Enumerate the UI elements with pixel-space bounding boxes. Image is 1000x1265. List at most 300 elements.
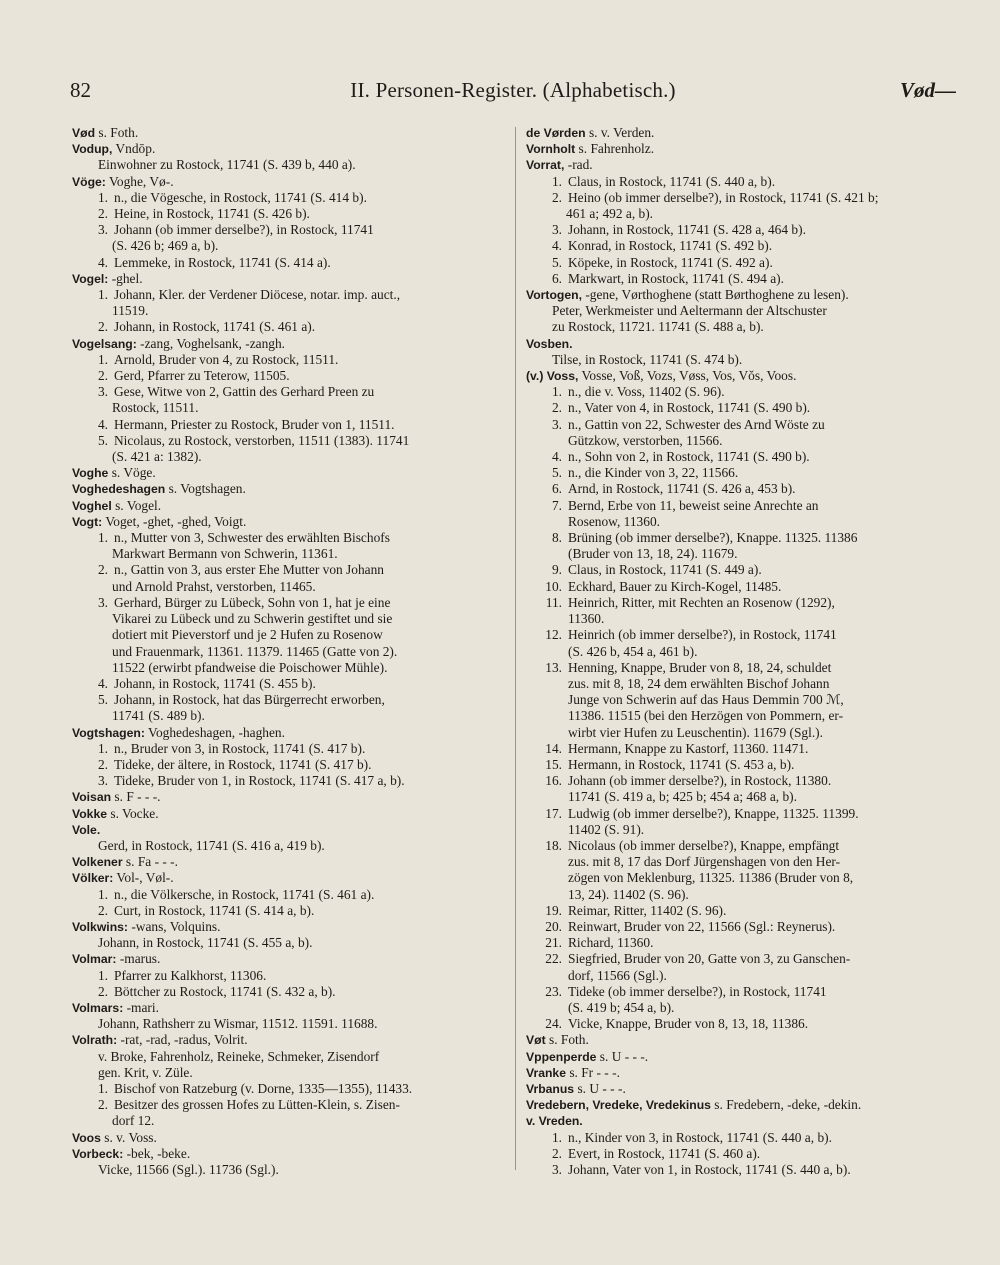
numbered-subentry [526, 579, 958, 595]
numbered-subentry [526, 498, 958, 514]
numbered-subentry [526, 919, 958, 935]
subentry-text: Heine, in Rostock, 11741 (S. 426 b). [114, 206, 310, 222]
subentry-number: 3. [97, 384, 108, 400]
entry-text: -gene, Vørthoghene (statt Børthoghene zu lesen). [581, 287, 849, 303]
entry-headword: Vøt [526, 1033, 546, 1048]
entry-detail-line: Gerd, in Rostock, 11741 (S. 416 a, 419 b). [98, 837, 325, 853]
subentry-number: 4. [551, 449, 562, 465]
entry-headword: Voisan [72, 790, 112, 805]
numbered-subentry [72, 984, 504, 1000]
entry-text: s. Fahrenholz. [575, 141, 655, 157]
subentry-number: 22. [545, 951, 562, 967]
entry-text: s. Vogtshagen. [165, 481, 246, 497]
numbered-subentry [72, 190, 504, 206]
numbered-subentry [526, 838, 958, 854]
subentry-text: Vicke, Knappe, Bruder von 8, 13, 18, 11386. [568, 1016, 809, 1032]
subentry-number: 13. [545, 659, 562, 675]
entry-text: Voget, -ghet, -ghed, Voigt. [102, 513, 247, 529]
numbered-subentry [72, 352, 504, 368]
numbered-subentry [72, 562, 504, 578]
entry-headword: Vosben. [526, 336, 573, 351]
index-entry [72, 481, 504, 497]
subentry-number: 1. [551, 1129, 562, 1145]
entry-headword: Volmars: [72, 1000, 124, 1015]
numbered-subentry [526, 595, 958, 611]
index-entry [526, 1032, 958, 1048]
continuation-line: 11522 (erwirbt pfandweise die Poischower Mühle). [112, 659, 388, 675]
subentry-text: n., die v. Voss, 11402 (S. 96). [568, 384, 725, 400]
continuation-line: 11360. [568, 611, 605, 627]
entry-text: s. Vöge. [108, 465, 156, 481]
subentry-text: Konrad, in Rostock, 11741 (S. 492 b). [568, 238, 773, 254]
index-entry [72, 725, 504, 741]
continuation-line: Junge von Schwerin auf das Haus Demmin 700 ℳ, [568, 692, 844, 708]
numbered-subentry [526, 903, 958, 919]
subentry-text: Henning, Knappe, Bruder von 8, 18, 24, schuldet [568, 659, 832, 675]
index-entry [72, 854, 504, 870]
subentry-number: 3. [97, 594, 108, 610]
numbered-subentry [526, 384, 958, 400]
numbered-subentry [72, 1081, 504, 1097]
index-entry [526, 368, 958, 384]
numbered-subentry [526, 951, 958, 967]
numbered-subentry [72, 530, 504, 546]
entry-headword: Voos [72, 1130, 101, 1145]
index-entry [72, 465, 504, 481]
index-entry [72, 1000, 504, 1016]
index-entry [72, 271, 504, 287]
subentry-number: 12. [545, 627, 562, 643]
continuation-line: zögen von Meklenburg, 11325. 11386 (Bruder von 8, [568, 870, 854, 886]
subentry-number: 3. [551, 222, 562, 238]
entry-headword: Volmar: [72, 952, 117, 967]
entry-headword: Volrath: [72, 1033, 118, 1048]
subentry-number: 2. [97, 902, 108, 918]
numbered-subentry [526, 271, 958, 287]
subentry-text: n., die Völkersche, in Rostock, 11741 (S. 461 a). [114, 886, 375, 902]
right-column [526, 125, 958, 1178]
entry-headword: Vogtshagen: [72, 725, 145, 740]
subentry-text: Brüning (ob immer derselbe?), Knappe. 11325. 11386 [568, 530, 858, 546]
subentry-text: n., Mutter von 3, Schwester des erwählten Bischofs [114, 530, 390, 546]
continuation-line: wirbt vier Hufen zu Leuschentin). 11679 (Sgl.). [568, 724, 823, 740]
continuation-line: zus. mit 8, 18, 24 dem erwählten Bischof Johann [568, 675, 830, 691]
subentry-number: 16. [545, 773, 562, 789]
subentry-number: 1. [97, 740, 108, 756]
entry-headword: Voghedeshagen [72, 482, 166, 497]
subentry-text: Gerhard, Bürger zu Lübeck, Sohn von 1, hat je eine [114, 594, 391, 610]
index-entry [526, 1065, 958, 1081]
index-entry [526, 1081, 958, 1097]
continuation-line: und Frauenmark, 11361. 11379. 11465 (Gatte von 2). [112, 643, 398, 659]
entry-text: s. Foth. [95, 125, 139, 140]
numbered-subentry [526, 255, 958, 271]
subentry-number: 10. [545, 578, 562, 594]
subentry-number: 3. [551, 1162, 562, 1177]
subentry-text: Lemmeke, in Rostock, 11741 (S. 414 a). [114, 254, 331, 270]
entry-headword: Vredebern, Vredeke, Vredekinus [526, 1098, 711, 1113]
subentry-number: 2. [97, 983, 108, 999]
subentry-text: Richard, 11360. [568, 935, 654, 951]
entry-text: -marus. [116, 951, 161, 967]
numbered-subentry [526, 238, 958, 254]
entry-headword: Vokke [72, 806, 108, 821]
numbered-subentry [72, 222, 504, 238]
subentry-number: 1. [551, 384, 562, 400]
subentry-text: n., Gattin von 22, Schwester des Arnd Wöste zu [568, 416, 825, 432]
numbered-subentry [72, 903, 504, 919]
numbered-subentry [72, 368, 504, 384]
entry-text: s. Vogel. [111, 497, 162, 513]
continuation-line: dorf, 11566 (Sgl.). [568, 967, 667, 983]
subentry-number: 1. [551, 173, 562, 189]
subentry-text: Bernd, Erbe von 11, beweist seine Anrechte an [568, 497, 819, 513]
page-title: II. Personen-Register. (Alphabetisch.) [350, 78, 676, 102]
continuation-line: 11386. 11515 (bei den Herzögen von Pommern, er- [568, 708, 844, 724]
subentry-text: Besitzer des grossen Hofes zu Lütten-Klein, s. Zisen- [114, 1097, 400, 1113]
subentry-number: 24. [545, 1016, 562, 1032]
continuation-line: (S. 419 b; 454 a, b). [568, 999, 675, 1015]
index-entry [526, 1097, 958, 1113]
subentry-number: 19. [545, 902, 562, 918]
numbered-subentry [72, 676, 504, 692]
subentry-number: 3. [97, 773, 108, 789]
numbered-subentry [72, 741, 504, 757]
subentry-text: Heino (ob immer derselbe?), in Rostock, 11741 (S. 421 b; [568, 189, 879, 205]
subentry-number: 1. [97, 351, 108, 367]
subentry-number: 3. [551, 416, 562, 432]
subentry-number: 18. [545, 837, 562, 853]
subentry-number: 3. [97, 222, 108, 238]
subentry-number: 5. [551, 254, 562, 270]
subentry-text: Gese, Witwe von 2, Gattin des Gerhard Preen zu [114, 384, 375, 400]
subentry-text: n., die Kinder von 3, 22, 11566. [568, 465, 739, 481]
subentry-text: Claus, in Rostock, 11741 (S. 449 a). [568, 562, 762, 578]
entry-text: Voghe, Vø-. [105, 173, 174, 189]
numbered-subentry [526, 806, 958, 822]
entry-text: s. v. Verden. [585, 125, 655, 140]
continuation-line: Vikarei zu Lübeck und zu Schwerin gestiftet und sie [112, 611, 393, 627]
entry-text: s. U - - -. [574, 1080, 626, 1096]
subentry-text: Heinrich, Ritter, mit Rechten an Rosenow (1292), [568, 594, 835, 610]
continuation-line: Rostock, 11511. [112, 400, 199, 416]
subentry-text: Tideke (ob immer derselbe?), in Rostock, 11741 [568, 983, 827, 999]
subentry-text: Markwart, in Rostock, 11741 (S. 494 a). [568, 270, 784, 286]
subentry-text: Nicolaus, zu Rostock, verstorben, 11511 (1383). 11741 [114, 432, 410, 448]
entry-headword: Volkener [72, 855, 123, 870]
subentry-number: 21. [545, 935, 562, 951]
subentry-text: Heinrich (ob immer derselbe?), in Rostock, 11741 [568, 627, 837, 643]
numbered-subentry [526, 1146, 958, 1162]
subentry-text: Bischof von Ratzeburg (v. Dorne, 1335—1355), 11433. [114, 1080, 413, 1096]
subentry-number: 17. [545, 805, 562, 821]
entry-text: s. v. Voss. [100, 1129, 157, 1145]
entry-text: -rat, -rad, -radus, Volrit. [117, 1032, 248, 1048]
numbered-subentry [526, 984, 958, 1000]
numbered-subentry [526, 400, 958, 416]
subentry-text: Reimar, Ritter, 11402 (S. 96). [568, 902, 727, 918]
subentry-text: Johann, in Rostock, 11741 (S. 428 a, 464 b). [568, 222, 806, 238]
continuation-line: Gützkow, verstorben, 11566. [568, 432, 723, 448]
page-number: 82 [70, 78, 91, 102]
numbered-subentry [72, 287, 504, 303]
entry-headword: Völker: [72, 871, 114, 886]
index-entry [72, 789, 504, 805]
numbered-subentry [526, 562, 958, 578]
index-entry [72, 1146, 504, 1162]
entry-text: s. Fa - - -. [122, 854, 178, 870]
subentry-text: n., Vater von 4, in Rostock, 11741 (S. 490 b). [568, 400, 811, 416]
index-entry [526, 336, 958, 352]
subentry-text: Tideke, der ältere, in Rostock, 11741 (S. 417 b). [114, 756, 372, 772]
index-entry [72, 125, 504, 141]
subentry-text: Johann (ob immer derselbe?), in Rostock, 11380. [568, 773, 832, 789]
numbered-subentry [526, 935, 958, 951]
index-entry [72, 498, 504, 514]
numbered-subentry [526, 773, 958, 789]
subentry-number: 2. [551, 400, 562, 416]
subentry-number: 7. [551, 497, 562, 513]
subentry-number: 11. [545, 594, 562, 610]
entry-detail-line: Johann, in Rostock, 11741 (S. 455 a, b). [98, 935, 313, 951]
subentry-text: Arnold, Bruder von 4, zu Rostock, 11511. [114, 351, 339, 367]
subentry-text: Evert, in Rostock, 11741 (S. 460 a). [568, 1145, 761, 1161]
index-entry [72, 1130, 504, 1146]
page-header [70, 78, 956, 112]
subentry-text: Tideke, Bruder von 1, in Rostock, 11741 (S. 417 a, b). [114, 773, 405, 789]
entry-text: s. U - - -. [596, 1048, 649, 1064]
subentry-text: n., Sohn von 2, in Rostock, 11741 (S. 490 b). [568, 449, 810, 465]
entry-text: -zang, Voghelsank, -zangh. [136, 335, 286, 351]
numbered-subentry [72, 773, 504, 789]
entry-text: s. F - - -. [111, 789, 161, 805]
continuation-line: 13, 24). 11402 (S. 96). [568, 886, 689, 902]
subentry-number: 2. [97, 206, 108, 222]
numbered-subentry [72, 319, 504, 335]
subentry-number: 4. [97, 254, 108, 270]
entry-text: -wans, Volquins. [127, 918, 221, 934]
entry-detail-line: v. Broke, Fahrenholz, Reineke, Schmeker, Zisendorf [98, 1048, 380, 1064]
subentry-text: Reinwart, Bruder von 22, 11566 (Sgl.: Reynerus). [568, 918, 836, 934]
index-entry [526, 287, 958, 303]
numbered-subentry [526, 465, 958, 481]
column-divider [515, 127, 516, 1170]
entry-headword: Voghel [72, 498, 112, 513]
numbered-subentry [72, 1097, 504, 1113]
numbered-subentry [72, 887, 504, 903]
numbered-subentry [72, 757, 504, 773]
subentry-number: 2. [551, 189, 562, 205]
subentry-text: Eckhard, Bauer zu Kirch-Kogel, 11485. [568, 578, 782, 594]
subentry-number: 2. [97, 319, 108, 335]
subentry-number: 20. [545, 918, 562, 934]
numbered-subentry [526, 741, 958, 757]
entry-detail-line: Tilse, in Rostock, 11741 (S. 474 b). [552, 351, 743, 367]
subentry-number: 5. [97, 432, 108, 448]
subentry-number: 15. [545, 756, 562, 772]
subentry-number: 23. [545, 983, 562, 999]
entry-detail-line: Peter, Werkmeister und Aeltermann der Altschuster [552, 303, 827, 319]
index-entry [526, 1113, 958, 1129]
numbered-subentry [526, 1162, 958, 1178]
subentry-text: Nicolaus (ob immer derselbe?), Knappe, empfängt [568, 837, 840, 853]
index-entry [526, 1049, 958, 1065]
index-entry [72, 336, 504, 352]
numbered-subentry [526, 1130, 958, 1146]
continuation-line: dotiert mit Pieverstorf und je 2 Hufen zu Rosenow [112, 627, 383, 643]
entry-detail-line: Johann, Rathsherr zu Wismar, 11512. 11591. 11688. [98, 1016, 378, 1032]
index-entry [72, 951, 504, 967]
index-entry [72, 870, 504, 886]
entry-text: Vndōp. [112, 141, 156, 157]
continuation-line: 11741 (S. 489 b). [112, 708, 205, 724]
continuation-line: Markwart Bermann von Schwerin, 11361. [112, 546, 338, 562]
entry-headword: Vodup, [72, 142, 113, 157]
entry-text: s. Fredebern, -deke, -dekin. [710, 1097, 862, 1113]
continuation-line: Rosenow, 11360. [568, 513, 660, 529]
entry-detail-line: Einwohner zu Rostock, 11741 (S. 439 b, 440 a). [98, 157, 356, 173]
numbered-subentry [526, 660, 958, 676]
entry-text: -rad. [564, 157, 593, 173]
continuation-line: 11402 (S. 91). [568, 821, 645, 837]
subentry-text: Johann, Vater von 1, in Rostock, 11741 (S. 440 a, b). [568, 1162, 851, 1177]
subentry-number: 1. [97, 886, 108, 902]
continuation-line: (S. 426 b, 454 a, 461 b). [568, 643, 698, 659]
entry-headword: Vogt: [72, 514, 103, 529]
numbered-subentry [72, 384, 504, 400]
entry-text: s. Fr - - -. [565, 1064, 620, 1080]
entry-headword: (v.) Voss, [526, 369, 579, 384]
entry-headword: Vorbeck: [72, 1146, 124, 1161]
catchword: Vød— [899, 78, 956, 102]
continuation-line: zus. mit 8, 17 das Dorf Jürgenshagen von den Her- [568, 854, 841, 870]
subentry-text: Johann, Kler. der Verdener Diöcese, notar. imp. auct., [114, 287, 401, 303]
entry-headword: Vogel: [72, 271, 109, 286]
subentry-number: 1. [97, 287, 108, 303]
index-entry [72, 806, 504, 822]
subentry-text: Johann, in Rostock, 11741 (S. 455 b). [114, 675, 316, 691]
subentry-number: 4. [551, 238, 562, 254]
continuation-line: 11741 (S. 419 a, b; 425 b; 454 a; 468 a, b). [568, 789, 797, 805]
numbered-subentry [526, 481, 958, 497]
entry-headword: Vöge: [72, 174, 106, 189]
subentry-number: 14. [545, 740, 562, 756]
numbered-subentry [526, 190, 958, 206]
subentry-number: 1. [97, 1080, 108, 1096]
numbered-subentry [526, 449, 958, 465]
subentry-number: 2. [97, 562, 108, 578]
entry-headword: Vranke [526, 1065, 566, 1080]
subentry-number: 6. [551, 481, 562, 497]
index-entry [72, 919, 504, 935]
entry-headword: Vornholt [526, 142, 576, 157]
index-entry [526, 157, 958, 173]
entry-headword: Vød [72, 126, 96, 140]
index-entry [72, 822, 504, 838]
index-entry [72, 174, 504, 190]
entry-headword: Volkwins: [72, 919, 128, 934]
entry-headword: Voghe [72, 466, 109, 481]
numbered-subentry [72, 595, 504, 611]
numbered-subentry [526, 174, 958, 190]
numbered-subentry [526, 222, 958, 238]
index-entry [72, 141, 504, 157]
subentry-number: 5. [551, 465, 562, 481]
index-entry [72, 514, 504, 530]
subentry-number: 2. [551, 1145, 562, 1161]
index-entry [526, 141, 958, 157]
subentry-number: 6. [551, 270, 562, 286]
subentry-text: Hermann, Priester zu Rostock, Bruder von 1, 11511. [114, 416, 395, 432]
subentry-number: 4. [97, 416, 108, 432]
entry-detail-line: gen. Krit, v. Züle. [98, 1064, 193, 1080]
numbered-subentry [72, 206, 504, 222]
numbered-subentry [72, 968, 504, 984]
entry-headword: Vogelsang: [72, 336, 137, 351]
numbered-subentry [72, 433, 504, 449]
subentry-text: Johann, in Rostock, 11741 (S. 461 a). [114, 319, 316, 335]
subentry-text: Siegfried, Bruder von 20, Gatte von 3, zu Ganschen- [568, 951, 851, 967]
subentry-text: n., Kinder von 3, in Rostock, 11741 (S. 440 a, b). [568, 1129, 832, 1145]
subentry-number: 4. [97, 675, 108, 691]
continuation-line: (S. 421 a: 1382). [112, 449, 202, 465]
entry-detail-line: zu Rostock, 11721. 11741 (S. 488 a, b). [552, 319, 764, 335]
subentry-number: 2. [97, 756, 108, 772]
subentry-number: 2. [97, 1097, 108, 1113]
subentry-number: 1. [97, 189, 108, 205]
continuation-line: dorf 12. [112, 1113, 155, 1129]
subentry-number: 5. [97, 692, 108, 708]
subentry-text: Johann (ob immer derselbe?), in Rostock, 11741 [114, 222, 374, 238]
entry-headword: Vppenperde [526, 1049, 597, 1064]
entry-headword: de Vørden [526, 126, 586, 140]
continuation-line: und Arnold Prahst, verstorben, 11465. [112, 578, 316, 594]
subentry-number: 9. [551, 562, 562, 578]
continuation-line: 461 a; 492 a, b). [566, 206, 654, 222]
entry-headword: Vortogen, [526, 288, 582, 303]
entry-text: -bek, -beke. [123, 1145, 191, 1161]
entry-headword: v. Vreden. [526, 1114, 583, 1129]
index-entry [526, 125, 958, 141]
subentry-text: Köpeke, in Rostock, 11741 (S. 492 a). [568, 254, 773, 270]
entry-text: s. Vocke. [107, 805, 159, 821]
subentry-text: Arnd, in Rostock, 11741 (S. 426 a, 453 b). [568, 481, 796, 497]
subentry-text: Johann, in Rostock, hat das Bürgerrecht erworben, [114, 692, 385, 708]
index-entry [72, 1032, 504, 1048]
numbered-subentry [526, 757, 958, 773]
entry-headword: Vrbanus [526, 1081, 575, 1096]
subentry-text: Hermann, Knappe zu Kastorf, 11360. 11471. [568, 740, 809, 756]
entry-headword: Vorrat, [526, 158, 565, 173]
subentry-text: Claus, in Rostock, 11741 (S. 440 a, b). [568, 173, 776, 189]
subentry-number: 1. [97, 530, 108, 546]
entry-headword: Vole. [72, 822, 101, 837]
continuation-line: (Bruder von 13, 18, 24). 11679. [568, 546, 738, 562]
entry-text: -mari. [123, 999, 159, 1015]
entry-text: Vosse, Voß, Vozs, Vøss, Vos, Vŏs, Voos. [578, 368, 797, 384]
left-column [72, 125, 504, 1178]
continuation-line: 11519. [112, 303, 149, 319]
numbered-subentry [72, 417, 504, 433]
entry-detail-line: Vicke, 11566 (Sgl.). 11736 (Sgl.). [98, 1162, 279, 1177]
entry-text: Vol-, Vøl-. [113, 870, 174, 886]
subentry-text: Curt, in Rostock, 11741 (S. 414 a, b). [114, 902, 315, 918]
subentry-text: n., Gattin von 3, aus erster Ehe Mutter von Johann [114, 562, 384, 578]
numbered-subentry [72, 692, 504, 708]
numbered-subentry [526, 1016, 958, 1032]
subentry-number: 8. [551, 530, 562, 546]
subentry-text: Ludwig (ob immer derselbe?), Knappe, 11325. 11399. [568, 805, 859, 821]
